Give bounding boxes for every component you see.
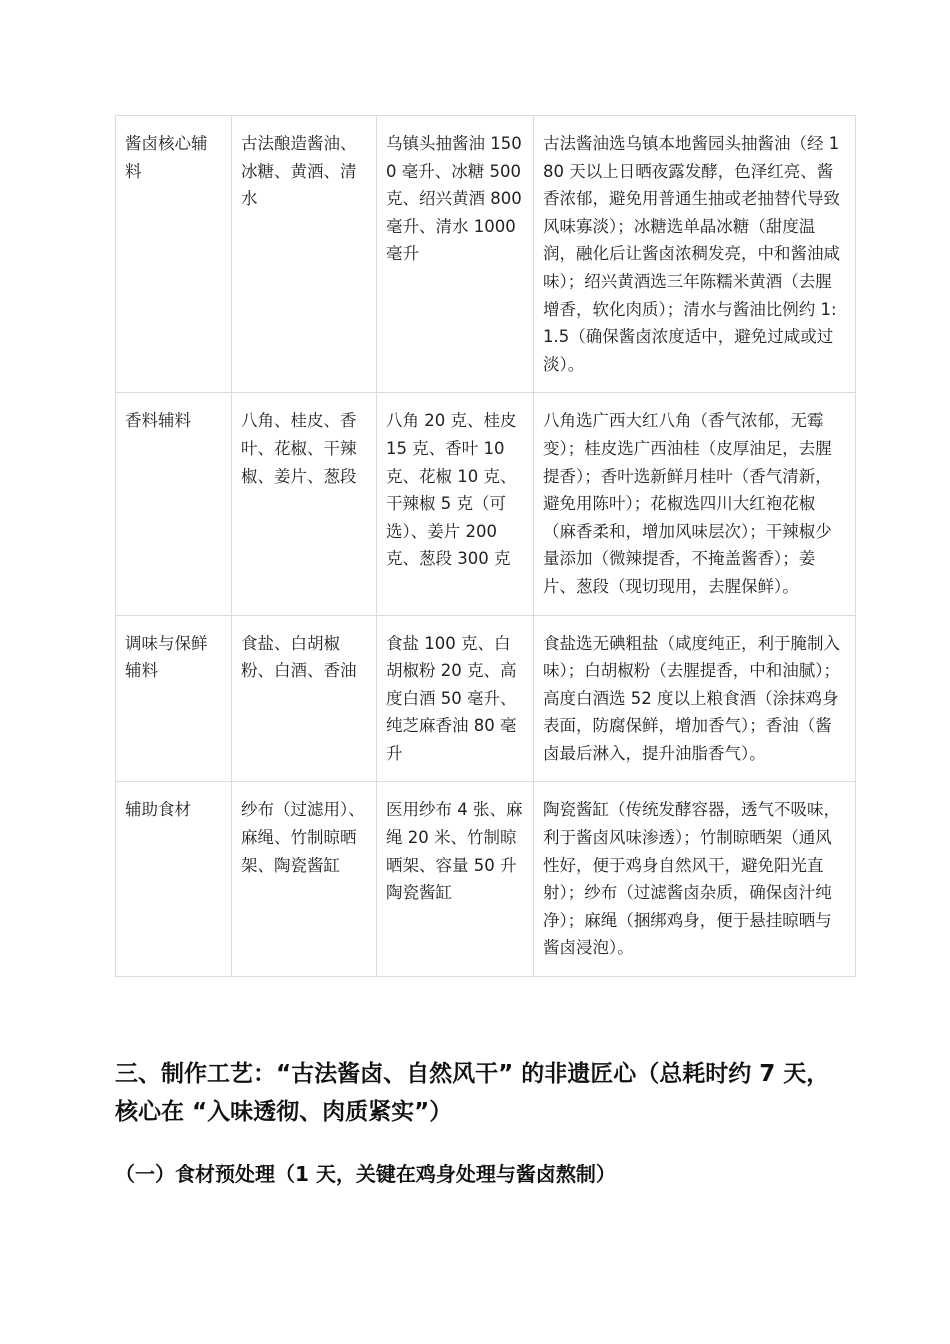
row-category: 调味与保鲜辅料 xyxy=(116,615,232,782)
row-amount: 医用纱布 4 张、麻绳 20 米、竹制晾晒架、容量 50 升陶瓷酱缸 xyxy=(377,782,534,977)
ingredients-table xyxy=(115,115,856,977)
row-notes: 古法酱油选乌镇本地酱园头抽酱油（经 180 天以上日晒夜露发酵，色泽红亮、酱香浓郁，避免用普通生抽或老抽替代导致风味寡淡）；冰糖选单晶冰糖（甜度温润，融化后让酱卤浓稠发亮，中和酱油咸味）；绍兴黄酒选三年陈糯米黄酒（去腥增香，软化肉质）；清水与酱油比例约 1:1.5（确保酱卤浓度适中，避免过咸或过淡）。 xyxy=(534,116,856,393)
row-ingredients: 古法酿造酱油、冰糖、黄酒、清水 xyxy=(232,116,377,393)
row-ingredients: 纱布（过滤用）、麻绳、竹制晾晒架、陶瓷酱缸 xyxy=(232,782,377,977)
row-category: 酱卤核心辅料 xyxy=(116,116,232,393)
row-category: 辅助食材 xyxy=(116,782,232,977)
section-heading: 三、制作工艺：“古法酱卤、自然风干” 的非遗匠心（总耗时约 7 天，核心在 “入味透彻、肉质紧实”） xyxy=(115,1061,830,1125)
table-row xyxy=(116,782,856,977)
row-category: 香料辅料 xyxy=(116,393,232,615)
row-amount: 乌镇头抽酱油 1500 毫升、冰糖 500 克、绍兴黄酒 800 毫升、清水 1000 毫升 xyxy=(377,116,534,393)
table-row xyxy=(116,615,856,782)
row-notes: 陶瓷酱缸（传统发酵容器，透气不吸味，利于酱卤风味渗透）；竹制晾晒架（通风性好，便于鸡身自然风干，避免阳光直射）；纱布（过滤酱卤杂质，确保卤汁纯净）；麻绳（捆绑鸡身，便于悬挂晾晒与酱卤浸泡）。 xyxy=(534,782,856,977)
row-amount: 八角 20 克、桂皮 15 克、香叶 10 克、花椒 10 克、干辣椒 5 克（可选）、姜片 200 克、葱段 300 克 xyxy=(377,393,534,615)
row-ingredients: 八角、桂皮、香叶、花椒、干辣椒、姜片、葱段 xyxy=(232,393,377,615)
subsection-heading: （一）食材预处理（1 天，关键在鸡身处理与酱卤熬制） xyxy=(115,1162,616,1186)
table-row xyxy=(116,116,856,393)
row-amount: 食盐 100 克、白胡椒粉 20 克、高度白酒 50 毫升、纯芝麻香油 80 毫升 xyxy=(377,615,534,782)
row-notes: 八角选广西大红八角（香气浓郁，无霉变）；桂皮选广西油桂（皮厚油足，去腥提香）；香叶选新鲜月桂叶（香气清新，避免用陈叶）；花椒选四川大红袍花椒（麻香柔和，增加风味层次）；干辣椒少量添加（微辣提香，不掩盖酱香）；姜片、葱段（现切现用，去腥保鲜）。 xyxy=(534,393,856,615)
row-ingredients: 食盐、白胡椒粉、白酒、香油 xyxy=(232,615,377,782)
table-row xyxy=(116,393,856,615)
row-notes: 食盐选无碘粗盐（咸度纯正，利于腌制入味）；白胡椒粉（去腥提香，中和油腻）；高度白酒选 52 度以上粮食酒（涂抹鸡身表面，防腐保鲜，增加香气）；香油（酱卤最后淋入，提升油脂香气）。 xyxy=(534,615,856,782)
